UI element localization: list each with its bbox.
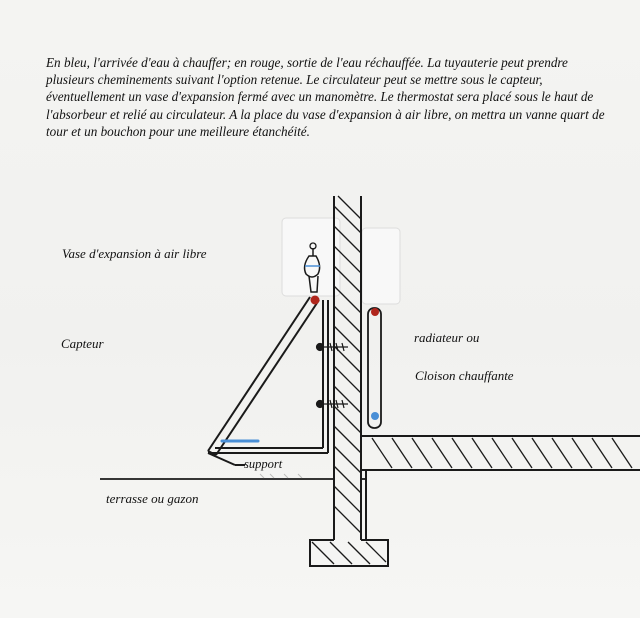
radiator-hot-inlet-dot: [371, 308, 379, 316]
radiator: [368, 308, 381, 428]
radiator-cold-outlet-dot: [371, 412, 379, 420]
label-heated-partition: Cloison chauffante: [415, 368, 514, 383]
collector-panel: [208, 297, 319, 455]
bolt-upper: [317, 343, 349, 351]
label-radiator: radiateur ou: [414, 330, 480, 345]
label-collector: Capteur: [61, 336, 104, 351]
label-expansion-vessel: Vase d'expansion à air libre: [62, 246, 207, 261]
foundation: [310, 540, 388, 566]
hot-water-outlet-dot: [311, 296, 320, 305]
label-support: support: [244, 457, 283, 471]
tape-right: [362, 228, 400, 304]
grass-marks: [260, 474, 302, 478]
floor-slab: [361, 436, 640, 470]
label-ground: terrasse ou gazon: [106, 491, 199, 506]
caption-text: En bleu, l'arrivée d'eau à chauffer; en rouge, sortie de l'eau réchauffée. La tuyauterie peut prendre plusieurs cheminements suivant l'option retenue. Le circulateur peut se mettre sous le capteur, éventuellement un vase d'expansion fermé avec un manomètre. Le thermostat sera placé sous le haut de l'absorbeur et relié au circulateur. A la place du vase d'expansion à air libre, on mettra un vanne quart de tour et un bouchon pour une meilleure étanchéité.: [46, 55, 605, 139]
bolt-lower: [317, 400, 349, 408]
tape-left: [282, 218, 340, 296]
